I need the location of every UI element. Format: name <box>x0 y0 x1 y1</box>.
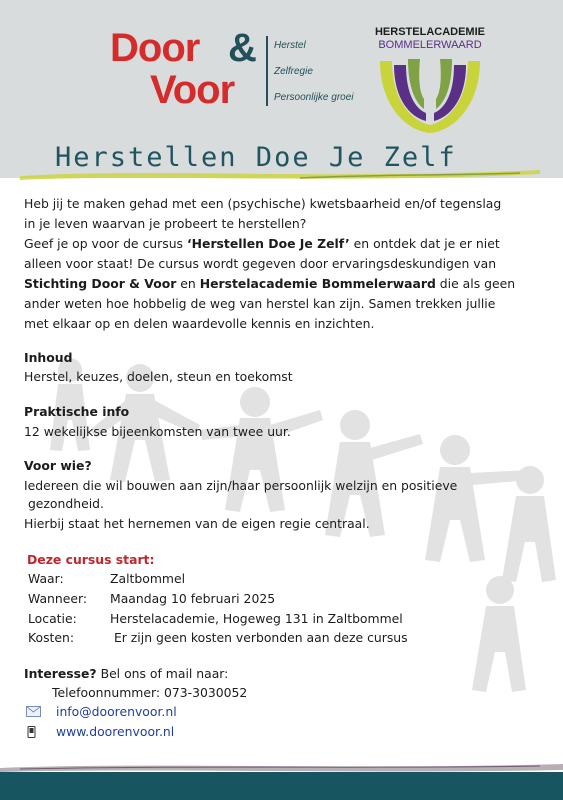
intro-line-6: ander weten hoe hobbelig de weg van herstel kan zijn. Samen trekken jullie <box>24 296 496 311</box>
intro-line-5 <box>24 274 515 294</box>
intro-text: Geef je op voor de cursus <box>24 236 187 251</box>
stichting-name-bold: Stichting Door & Voor <box>24 276 177 291</box>
phone-number[interactable]: Telefoonnummer: 073-3030052 <box>52 685 248 700</box>
interesse-bold: Interesse? <box>24 666 97 681</box>
intro-text: en ontdek dat je er niet <box>349 236 500 251</box>
intro-line-2: in je leven waarvan je probeert te herstellen? <box>24 216 307 231</box>
voor-wie-line-1: Iedereen die wil bouwen aan zijn/haar persoonlijk welzijn en positieve <box>24 478 458 493</box>
herstelacademie-name: HERSTELACADEMIE <box>374 26 485 38</box>
info-row-kosten <box>28 628 408 648</box>
herstelacademie-name-bold: Herstelacademie Bommelerwaard <box>199 276 436 291</box>
praktische-info-heading: Praktische info <box>24 404 130 419</box>
title-brush-stroke <box>0 164 563 184</box>
voor-wie-heading: Voor wie? <box>24 458 92 473</box>
intro-text: die als geen <box>435 276 516 291</box>
intro-line-3 <box>24 234 500 254</box>
bommelerwaard-name: BOMMELERWAARD <box>378 39 482 51</box>
row-label: Wanneer: <box>28 591 88 606</box>
row-value: Herstelacademie, Hogeweg 131 in Zaltbommel <box>110 611 403 626</box>
logo-door-word: Door <box>110 26 200 70</box>
intro-line-4: alleen voor staat! De cursus wordt gegeven door ervaringsdeskundigen van <box>24 256 497 271</box>
interesse-line <box>24 664 228 684</box>
tagline-herstel: Herstel <box>274 40 306 51</box>
phone-icon <box>26 726 37 738</box>
praktische-info-text: 12 wekelijkse bijeenkomsten van twee uur. <box>24 424 291 439</box>
logo-ampersand: & <box>228 26 256 70</box>
envelope-icon <box>26 706 41 717</box>
herstelacademie-emblem-icon <box>376 55 484 135</box>
course-name-bold: ‘Herstellen Doe Je Zelf’ <box>186 236 350 251</box>
voor-wie-line-3: Hierbij staat het hernemen van de eigen regie centraal. <box>24 516 370 531</box>
interesse-text: Bel ons of mail naar: <box>96 666 229 681</box>
intro-text: en <box>176 276 200 291</box>
info-row-waar <box>28 569 185 589</box>
logo-divider <box>266 36 268 106</box>
row-label: Locatie: <box>28 611 77 626</box>
tagline-zelfregie: Zelfregie <box>274 66 313 77</box>
intro-line-7: met elkaar op en delen waardevolle kennis en inzichten. <box>24 316 375 331</box>
inhoud-heading: Inhoud <box>24 350 73 365</box>
row-value: Maandag 10 februari 2025 <box>110 591 276 606</box>
door-en-voor-logo <box>110 28 260 113</box>
inhoud-text: Herstel, keuzes, doelen, steun en toekomst <box>24 369 293 384</box>
row-value: Zaltbommel <box>110 571 186 586</box>
row-label: Kosten: <box>28 630 75 645</box>
info-row-locatie <box>28 609 403 629</box>
logo-voor-word: Voor <box>150 68 235 112</box>
info-row-wanneer <box>28 589 275 609</box>
cursus-start-heading: Deze cursus start: <box>27 552 155 567</box>
email-link[interactable]: info@doorenvoor.nl <box>56 704 177 719</box>
row-label: Waar: <box>28 571 64 586</box>
intro-line-1: Heb jij te maken gehad met een (psychische) kwetsbaarheid en/of tegenslag <box>24 196 502 211</box>
tagline-persoonlijke-groei: Persoonlijke groei <box>274 92 354 103</box>
page-title: Herstellen Doe Je Zelf <box>55 142 457 173</box>
voor-wie-line-2: gezondheid. <box>24 496 104 511</box>
row-value: Er zijn geen kosten verbonden aan deze cursus <box>110 630 408 645</box>
website-link[interactable]: www.doorenvoor.nl <box>56 724 175 739</box>
footer-band <box>0 772 563 800</box>
